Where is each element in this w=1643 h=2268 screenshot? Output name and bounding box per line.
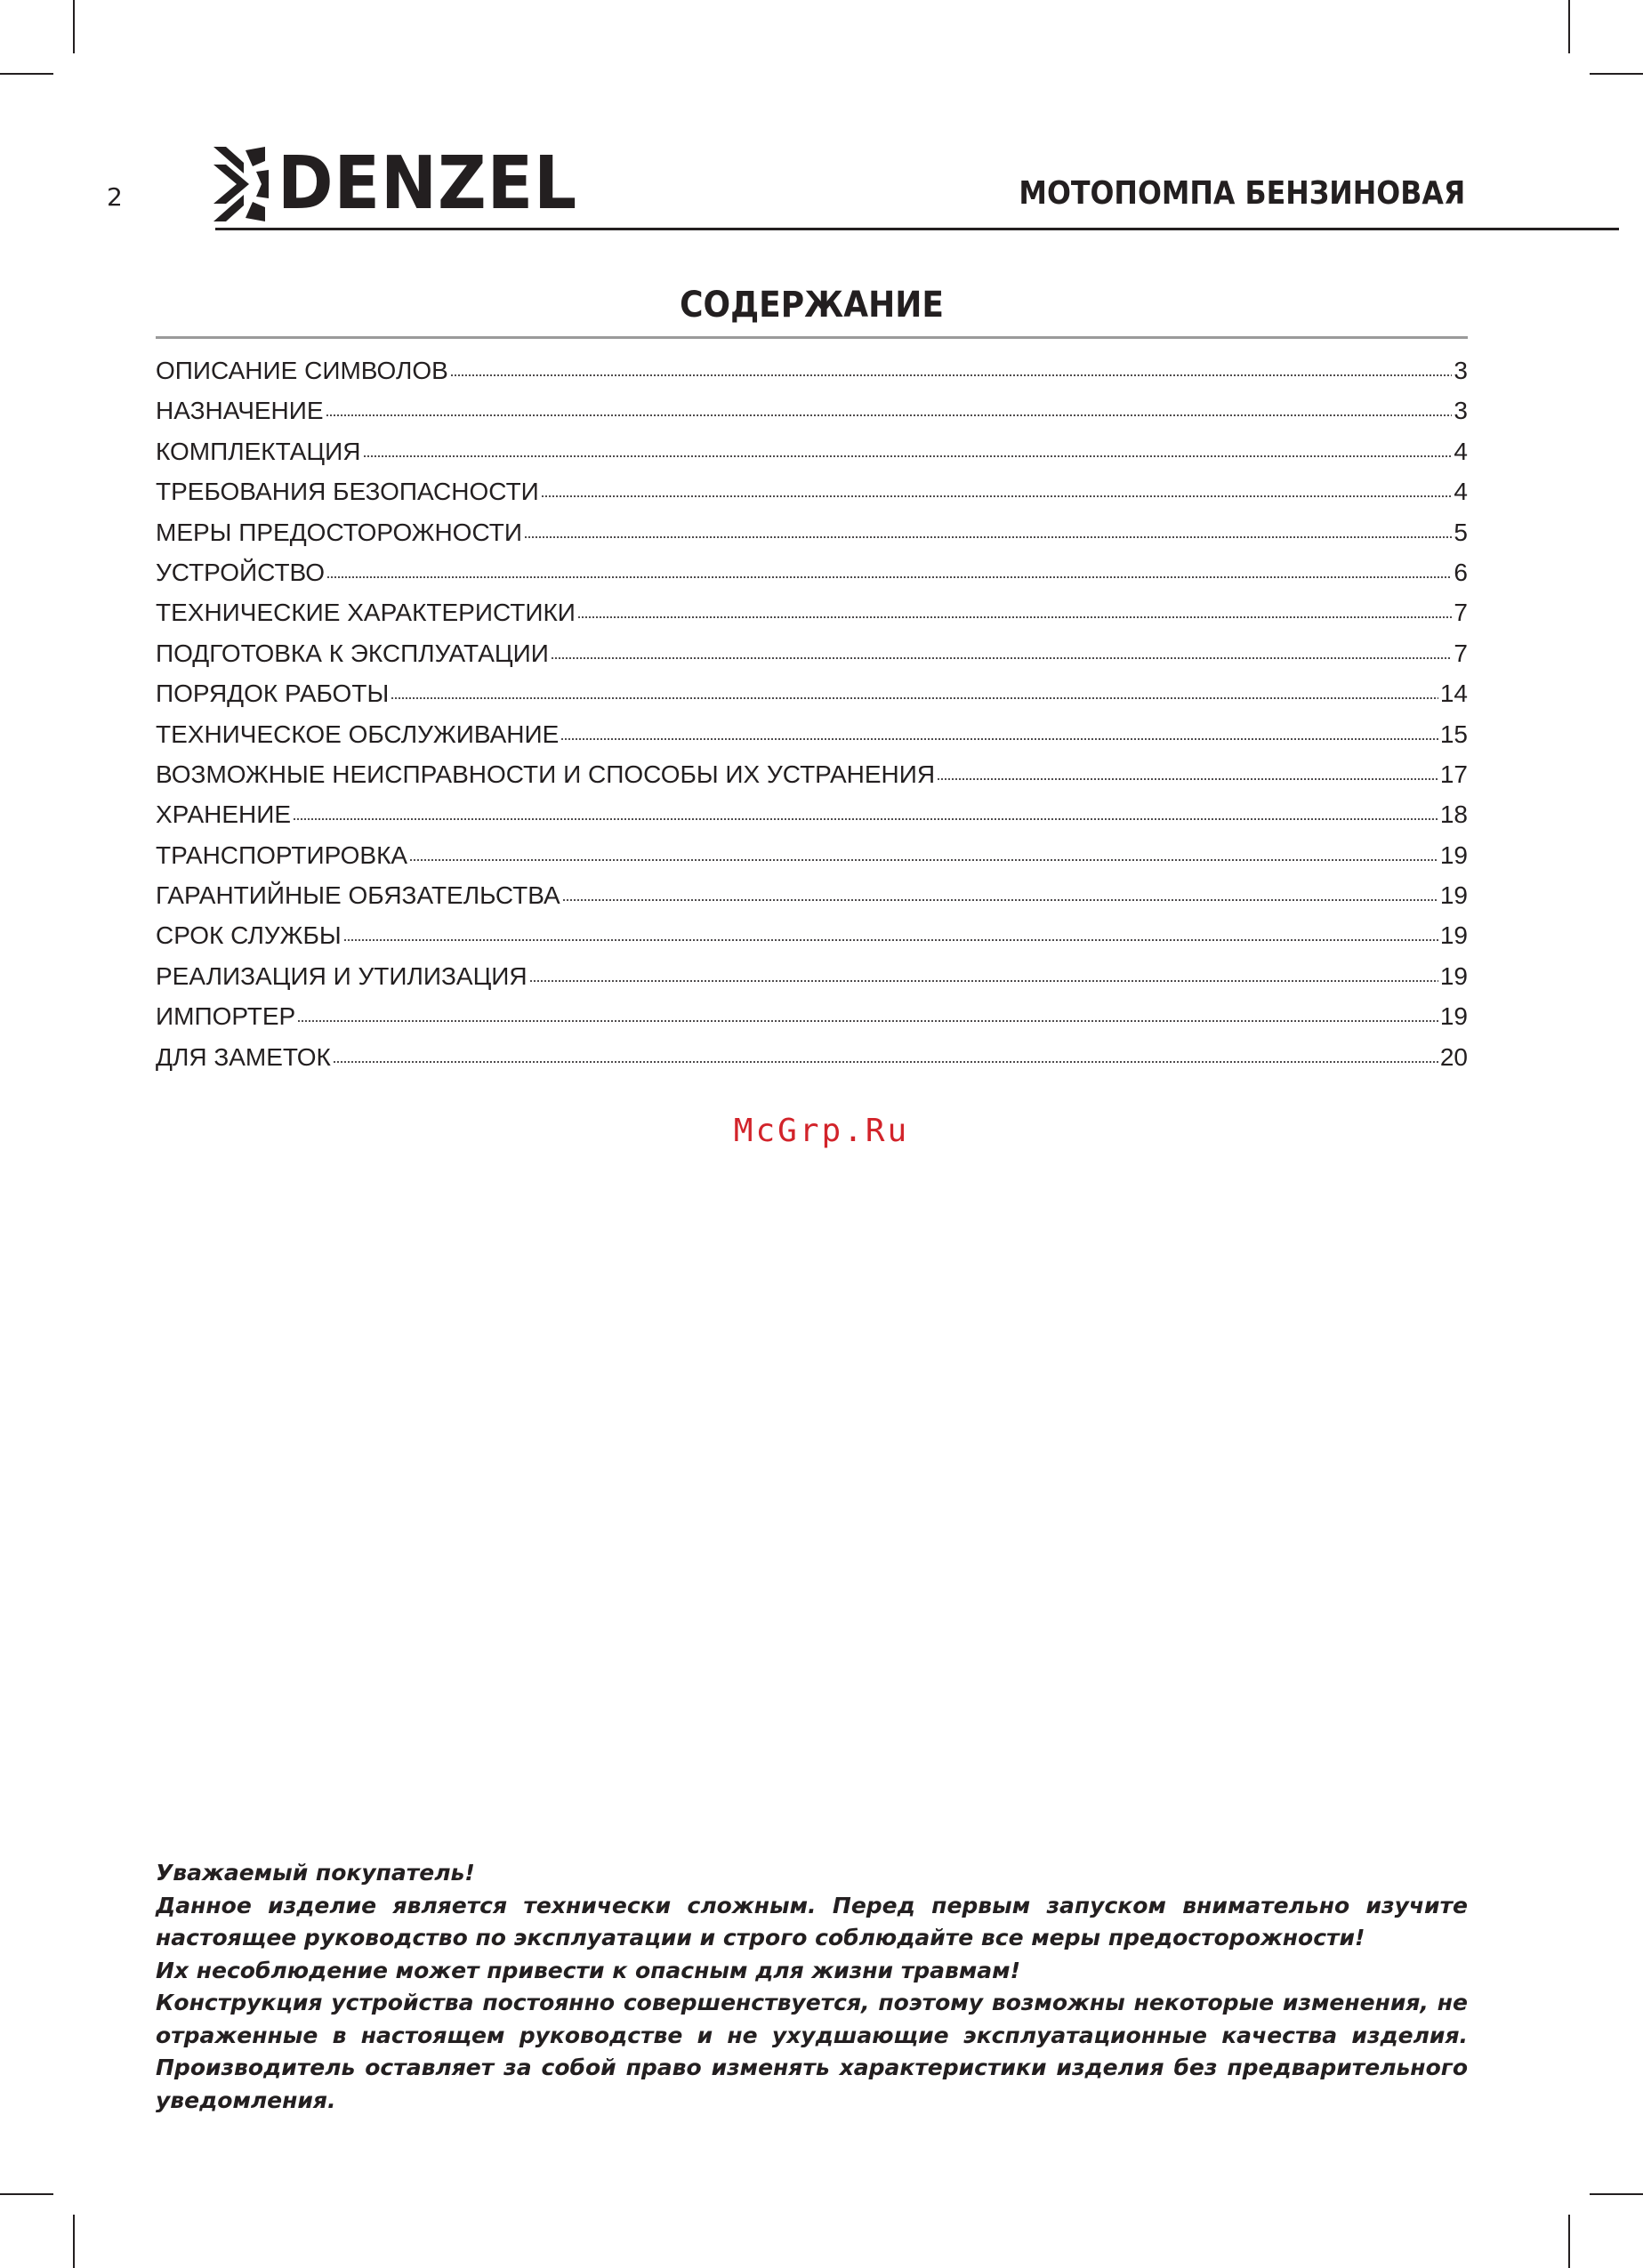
toc-item-page: 19	[1439, 1002, 1468, 1031]
toc-item-maintenance[interactable]	[156, 716, 1468, 756]
crop-mark-bottom-right-h	[1590, 2193, 1643, 2195]
page-number: 2	[107, 182, 123, 212]
toc-item-page: 19	[1439, 961, 1468, 990]
toc-item-label: КОМПЛЕКТАЦИЯ	[156, 437, 361, 465]
toc-item-label: ТЕХНИЧЕСКОЕ ОБСЛУЖИВАНИЕ	[156, 720, 560, 748]
notice-paragraph: Их несоблюдение может привести к опасным для жизни травмам!	[156, 1957, 1020, 1983]
toc-item-label: НАЗНАЧЕНИЕ	[156, 397, 324, 425]
toc-leader-dots	[937, 756, 1438, 783]
toc-item-label: РЕАЛИЗАЦИЯ И УТИЛИЗАЦИЯ	[156, 961, 528, 990]
toc-item-specifications[interactable]	[156, 594, 1468, 634]
brand-emblem-icon	[213, 147, 269, 221]
crop-mark-top-right-h	[1590, 73, 1643, 75]
toc-item-page: 19	[1439, 921, 1468, 950]
watermark: McGrp.Ru	[733, 1113, 910, 1149]
crop-mark-bottom-left	[73, 2215, 75, 2268]
toc-leader-dots	[524, 514, 1452, 541]
toc-item-label: ПОДГОТОВКА К ЭКСПЛУАТАЦИИ	[156, 639, 549, 667]
crop-mark-top-right	[1568, 0, 1570, 53]
toc-item-transportation[interactable]	[156, 837, 1468, 877]
toc-item-importer[interactable]	[156, 998, 1468, 1038]
toc-item-label: МЕРЫ ПРЕДОСТОРОЖНОСТИ	[156, 518, 522, 546]
toc-leader-dots	[577, 594, 1452, 621]
crop-mark-bottom-right	[1568, 2215, 1570, 2268]
toc-item-label: УСТРОЙСТВО	[156, 558, 326, 586]
toc-item-package[interactable]	[156, 433, 1468, 473]
brand-logo	[213, 141, 603, 226]
toc-item-safety-requirements[interactable]	[156, 473, 1468, 513]
toc-item-page: 17	[1439, 760, 1468, 788]
toc-item-label: ИМПОРТЕР	[156, 1002, 296, 1031]
toc-leader-dots	[562, 877, 1438, 904]
toc-heading-divider	[156, 336, 1468, 339]
toc-item-page: 7	[1454, 639, 1468, 667]
notice-greeting: Уважаемый покупатель!	[156, 1860, 475, 1886]
toc-leader-dots	[409, 837, 1438, 864]
toc-item-warranty[interactable]	[156, 877, 1468, 917]
toc-item-page: 4	[1454, 437, 1468, 465]
customer-notice	[156, 1857, 1468, 2117]
toc-leader-dots	[326, 554, 1452, 581]
toc-item-page: 14	[1439, 680, 1468, 708]
toc-item-troubleshooting[interactable]	[156, 756, 1468, 796]
toc-item-page: 19	[1439, 881, 1468, 910]
toc-item-service-life[interactable]	[156, 917, 1468, 957]
document-title: МОТОПОМПА БЕНЗИНОВАЯ	[1019, 175, 1465, 212]
toc-item-page: 7	[1454, 599, 1468, 627]
header-divider	[215, 228, 1619, 230]
toc-leader-dots	[391, 675, 1438, 702]
toc-item-notes[interactable]	[156, 1039, 1468, 1079]
toc-leader-dots	[541, 473, 1453, 500]
toc-item-preparation[interactable]	[156, 635, 1468, 675]
toc-item-page: 5	[1454, 518, 1468, 546]
toc-item-page: 4	[1454, 478, 1468, 506]
toc-leader-dots	[529, 958, 1438, 985]
toc-item-page: 18	[1439, 800, 1468, 829]
toc-leader-dots	[551, 635, 1453, 662]
crop-mark-bottom-left-h	[0, 2193, 53, 2195]
toc-item-operation[interactable]	[156, 675, 1468, 715]
toc-item-label: ХРАНЕНИЕ	[156, 800, 292, 829]
toc-item-label: ТРАНСПОРТИРОВКА	[156, 840, 408, 869]
toc-item-label: ПОРЯДОК РАБОТЫ	[156, 680, 390, 708]
toc-item-storage[interactable]	[156, 796, 1468, 836]
toc-item-label: ГАРАНТИЙНЫЕ ОБЯЗАТЕЛЬСТВА	[156, 881, 560, 910]
table-of-contents	[156, 352, 1468, 1079]
toc-item-label: ТРЕБОВАНИЯ БЕЗОПАСНОСТИ	[156, 478, 539, 506]
toc-leader-dots	[293, 796, 1438, 823]
toc-item-label: ВОЗМОЖНЫЕ НЕИСПРАВНОСТИ И СПОСОБЫ ИХ УСТРАНЕНИЯ	[156, 760, 936, 788]
toc-leader-dots	[450, 352, 1453, 379]
notice-paragraph: Конструкция устройства постоянно совершенствуется, поэтому возможны некоторые изменения, не отраженные в настоящем руководстве и не ухудшающие эксплуатационные качества изделия. Производитель оставляет за собой право изменять характеристики изделия без предварительного уведомления.	[156, 1990, 1468, 2113]
toc-item-device[interactable]	[156, 554, 1468, 594]
toc-item-label: ТЕХНИЧЕСКИЕ ХАРАКТЕРИСТИКИ	[156, 599, 576, 627]
toc-leader-dots	[560, 716, 1438, 743]
toc-item-sale-and-disposal[interactable]	[156, 958, 1468, 998]
toc-leader-dots	[326, 392, 1453, 419]
toc-item-label: ДЛЯ ЗАМЕТОК	[156, 1042, 331, 1071]
toc-item-precautions[interactable]	[156, 514, 1468, 554]
toc-leader-dots	[297, 998, 1438, 1025]
toc-heading: СОДЕРЖАНИЕ	[680, 285, 944, 326]
toc-item-page: 6	[1454, 558, 1468, 586]
toc-item-page: 3	[1454, 397, 1468, 425]
toc-leader-dots	[333, 1039, 1438, 1066]
crop-mark-top-left	[73, 0, 75, 53]
notice-paragraph: Данное изделие является технически сложным. Перед первым запуском внимательно изучите настоящее руководство по эксплуатации и строго соблюдайте все меры предосторожности!	[156, 1892, 1468, 1950]
toc-item-page: 20	[1439, 1042, 1468, 1071]
toc-item-page: 19	[1439, 840, 1468, 869]
toc-item-symbols[interactable]	[156, 352, 1468, 392]
toc-item-page: 15	[1439, 720, 1468, 748]
brand-name: DENZEL	[278, 141, 578, 226]
toc-item-page: 3	[1454, 357, 1468, 384]
crop-mark-top-left-h	[0, 73, 53, 75]
toc-item-purpose[interactable]	[156, 392, 1468, 432]
toc-item-label: СРОК СЛУЖБЫ	[156, 921, 342, 950]
toc-item-label: ОПИСАНИЕ СИМВОЛОВ	[156, 357, 448, 384]
toc-leader-dots	[363, 433, 1453, 460]
toc-leader-dots	[343, 917, 1438, 944]
